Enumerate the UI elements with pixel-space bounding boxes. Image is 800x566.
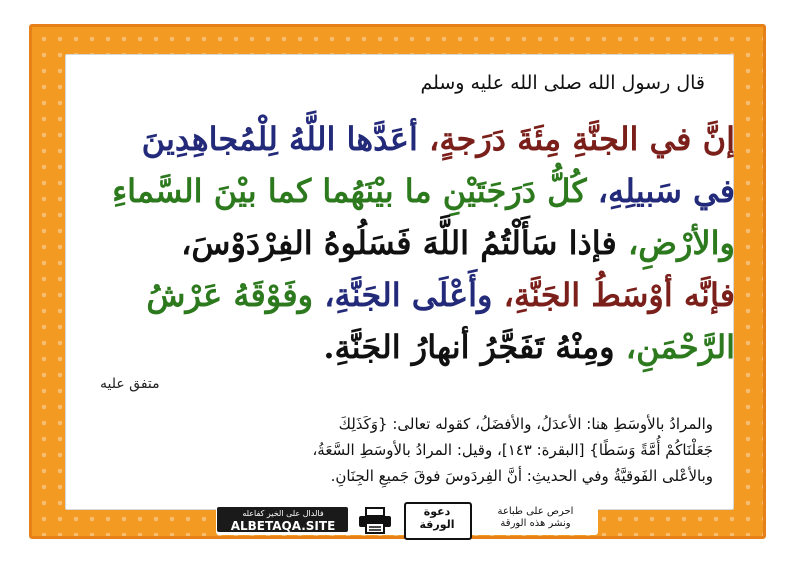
page-title: قال رسول الله صلى الله عليه وسلم <box>420 72 705 94</box>
explanation-line-3: وبالأعْلى الفَوقيَّةُ وفي الحديثِ: أنَّ الفِردَوسَ فوقَ جَميعِ الجِنَانِ. <box>330 467 713 485</box>
print-promo <box>478 506 593 530</box>
printer-icon <box>356 507 394 534</box>
hadith-text: إنَّ في الجنَّةِ مِئَةَ دَرَجةٍ، <box>429 120 735 158</box>
hadith-text: فإذا سَأَلْتُمُ اللَّهَ فَسَلُوهُ الفِرْدَوْسَ، <box>181 224 628 262</box>
hadith-text: أعَدَّها اللَّهُ لِلْمُجاهِدِينَ <box>141 120 430 158</box>
hadith-line-4 <box>95 276 735 314</box>
hadith-line-1 <box>95 120 735 158</box>
promo-line: ونشر هذه الورقة <box>500 518 571 529</box>
logo-line: الورقة <box>419 518 455 531</box>
hadith-text: وفَوْقَهُ عَرْشُ <box>146 276 325 314</box>
explanation-line-1: والمرادُ بالأوسَطِ هنا: الأعدَلُ، والأفضَلُ، كقوله تعالى: {وَكَذَلِكَ <box>338 415 713 433</box>
hadith-text: الرَّحْمَنِ، <box>625 328 735 366</box>
logo-text <box>408 505 466 531</box>
hadith-line-3 <box>95 224 735 262</box>
hadith-line-5 <box>95 328 735 366</box>
hadith-line-2 <box>95 172 735 210</box>
hadith-text: فإنَّه أوْسَطُ الجَنَّةِ، <box>503 276 735 314</box>
explanation-line-2: جَعَلْنَاكُمْ أُمَّةً وَسَطًا} [البقرة: ١٤٣]، وقيل: المرادُ بالأوسَطِ السَّعَةُ، <box>312 441 713 459</box>
promo-line: احرص على طباعة <box>497 506 574 517</box>
hadith-text: وأَعْلَى الجَنَّةِ، <box>324 276 504 314</box>
hadith-text: كُلُّ دَرَجَتَيْنِ ما بيْنَهُما كما بيْنَ السَّماءِ <box>112 172 598 210</box>
hadith-text: ومِنْهُ تَفَجَّرُ أنهارُ الجَنَّةِ. <box>323 328 626 366</box>
site-url-link[interactable]: ALBETAQA.SITE <box>230 519 336 533</box>
hadith-source: متفق عليه <box>100 376 160 392</box>
hadith-text: والأرْضِ، <box>627 224 735 262</box>
site-tagline: فالدال على الخير كفاعله <box>242 509 324 518</box>
logo-line: دعوة <box>423 505 451 518</box>
hadith-text: في سَبيلِهِ، <box>597 172 735 210</box>
